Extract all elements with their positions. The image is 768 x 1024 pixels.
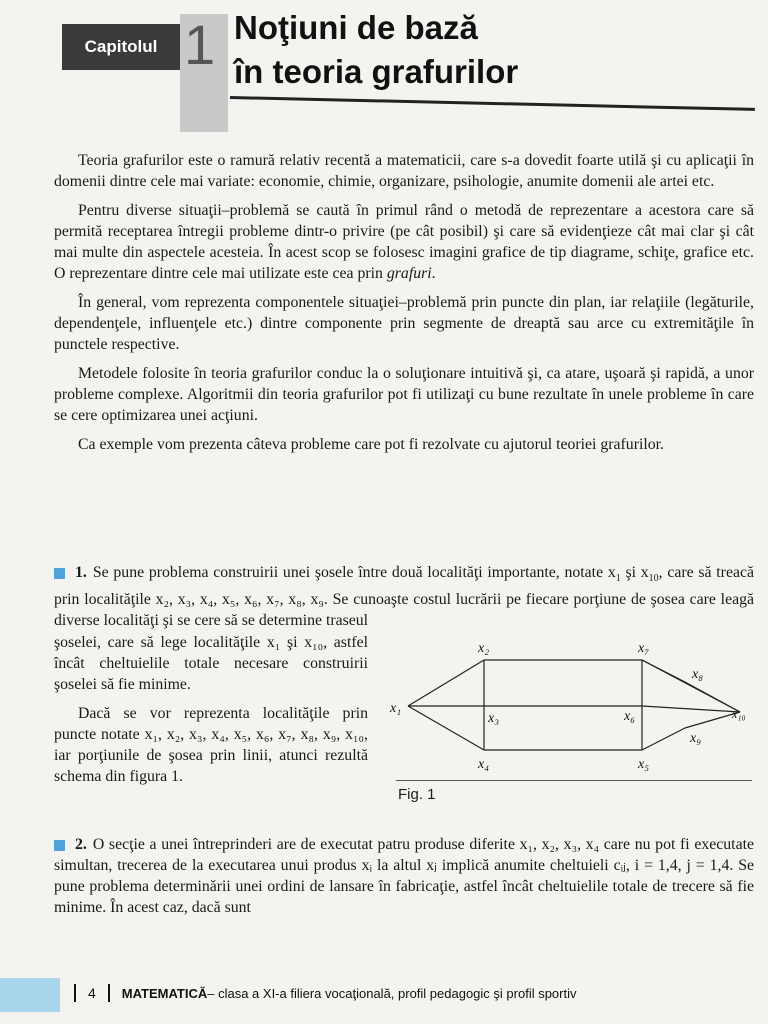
intro-paragraph-2-emphasis: grafuri <box>386 265 432 282</box>
problem-1-column <box>54 632 368 795</box>
problem-2-number: 2. <box>75 836 87 853</box>
label-x4: x₄ <box>478 757 490 772</box>
problem-1-column-p2: Dacă se vor reprezenta localităţile prin puncte notate x₁, x₂, x₃, x₄, x₅, x₆, x₇, x₈, x₉, x₁₀, iar porţiunile de şosea prin linii, atunci rezultă schema din figura 1. <box>54 705 368 785</box>
label-x8: x₈ <box>692 667 704 682</box>
page-footer <box>62 984 762 1002</box>
problem-1-text-a: Se pune problema construirii unei şosele între două localităţi importante, notate x <box>92 564 616 581</box>
footer-subject: MATEMATICĂ <box>121 985 208 1001</box>
problem-1-number: 1. <box>75 564 87 581</box>
problem-1-column-p1: şoselei, care să lege localităţile x₁ şi x₁₀, astfel încât cheltuielile totale necesare construirii şoselei să fie minime. <box>54 634 368 693</box>
intro-paragraph-3: În general, vom reprezenta componentele situaţiei–problemă prin puncte din plan, iar relaţiile (legăturile, dependenţele, influenţele etc.) dintre componente prin segmente de dreaptă sau arce cu extremităţile în punctele respective. <box>54 294 754 353</box>
chapter-title-line2: în teoria grafurilor <box>234 53 519 90</box>
problem-2-text: O secţie a unei întreprinderi are de executat patru produse diferite x₁, x₂, x₃, x₄ care nu pot fi executate simultan, trecerea de la executarea unui produs xᵢ la altul xⱼ implică anumite cheltuieli cᵢⱼ, i = 1,4, j = 1,4. Se pune problema determinării unei ordini de lansare în fabricaţie, astfel încât cheltuielile totale de trecere să fie minime. În acest caz, dacă sunt <box>54 836 754 916</box>
chapter-label: Capitolul <box>62 24 180 70</box>
problem-1-sub-1: 1 <box>615 573 621 585</box>
label-x7: x₇ <box>638 641 650 656</box>
label-x10: x₁₀ <box>732 707 746 721</box>
intro-paragraph-2-main: Pentru diverse situaţii–problemă se caută în primul rând o metodă de reprezentare a acestora care să permită receptarea întregii probleme dintr-o privire (pe cât posibil) şi care să evidenţieze cât mai clar şi cât mai multe din aspectele acesteia. În acest scop se folosesc imagini grafice de tip diagrame, schiţe, grafice etc. O reprezentare dintre cele mai utilizate este cea prin <box>54 202 754 282</box>
edge-x5-x9 <box>642 728 685 750</box>
problem-1-bullet <box>54 568 65 579</box>
problem-1 <box>54 562 754 631</box>
footer-color-band <box>0 978 60 1012</box>
label-x5: x₅ <box>638 757 650 772</box>
title-underline <box>230 96 755 111</box>
page-number: 4 <box>88 985 96 1001</box>
problem-1-text-b: şi x <box>620 564 649 581</box>
problem-2-bullet <box>54 840 65 851</box>
problem-1-sub-10: 10 <box>648 573 659 585</box>
label-x2: x₂ <box>478 641 490 656</box>
footer-divider-left <box>74 984 76 1002</box>
edge-x1-x2 <box>408 660 484 706</box>
label-x6: x₆ <box>624 709 636 724</box>
edge-x6-x10 <box>642 706 740 712</box>
figure-1-caption: Fig. 1 <box>398 786 436 803</box>
intro-paragraph-2-end: . <box>431 265 436 282</box>
label-x3: x₃ <box>488 711 500 726</box>
figure-1-rule <box>396 780 752 781</box>
intro-paragraph-1: Teoria grafurilor este o ramură relativ recentă a matematicii, care s-a dovedit foarte utilă şi cu aplicaţii în domenii dintre cele mai variate: economie, chimie, organizare, psihologie, anumite domenii ale artei etc. <box>54 152 754 190</box>
intro-text <box>54 150 754 463</box>
chapter-title-line1: Noţiuni de bază <box>234 9 478 46</box>
edge-x7-x10 <box>642 660 740 712</box>
intro-paragraph-2 <box>54 200 754 284</box>
problem-1-text-c: , care să treacă prin localităţile x₂, x₃, x₄, x₅, x₆, x₇, x₈, x₉. Se cunoaşte costul lucrării pe fiecare porţiune de şosea care leagă diverse localităţi şi se cere să se determine traseul <box>54 564 754 630</box>
chapter-number: 1 <box>184 13 216 76</box>
footer-divider-right <box>108 984 110 1002</box>
intro-paragraph-5: Ca exemple vom prezenta câteva probleme care pot fi rezolvate cu ajutorul teoriei grafurilor. <box>78 436 664 453</box>
intro-paragraph-4: Metodele folosite în teoria grafurilor conduc la o soluţionare intuitivă şi, ca atare, uşoară şi rapidă, a unor probleme complexe. Algoritmii din teoria grafurilor pot fi utilizaţi cu bune rezultate în unele probleme în care se cere optimizarea unei acţiuni. <box>54 365 754 424</box>
chapter-title <box>234 6 518 94</box>
footer-subject-detail: – clasa a XI-a filiera vocaţională, profil pedagogic şi profil sportiv <box>207 985 577 1001</box>
label-x1: x₁ <box>390 701 402 716</box>
edge-x1-x4 <box>408 706 484 750</box>
problem-2 <box>54 834 754 918</box>
label-x9: x₉ <box>690 731 702 746</box>
